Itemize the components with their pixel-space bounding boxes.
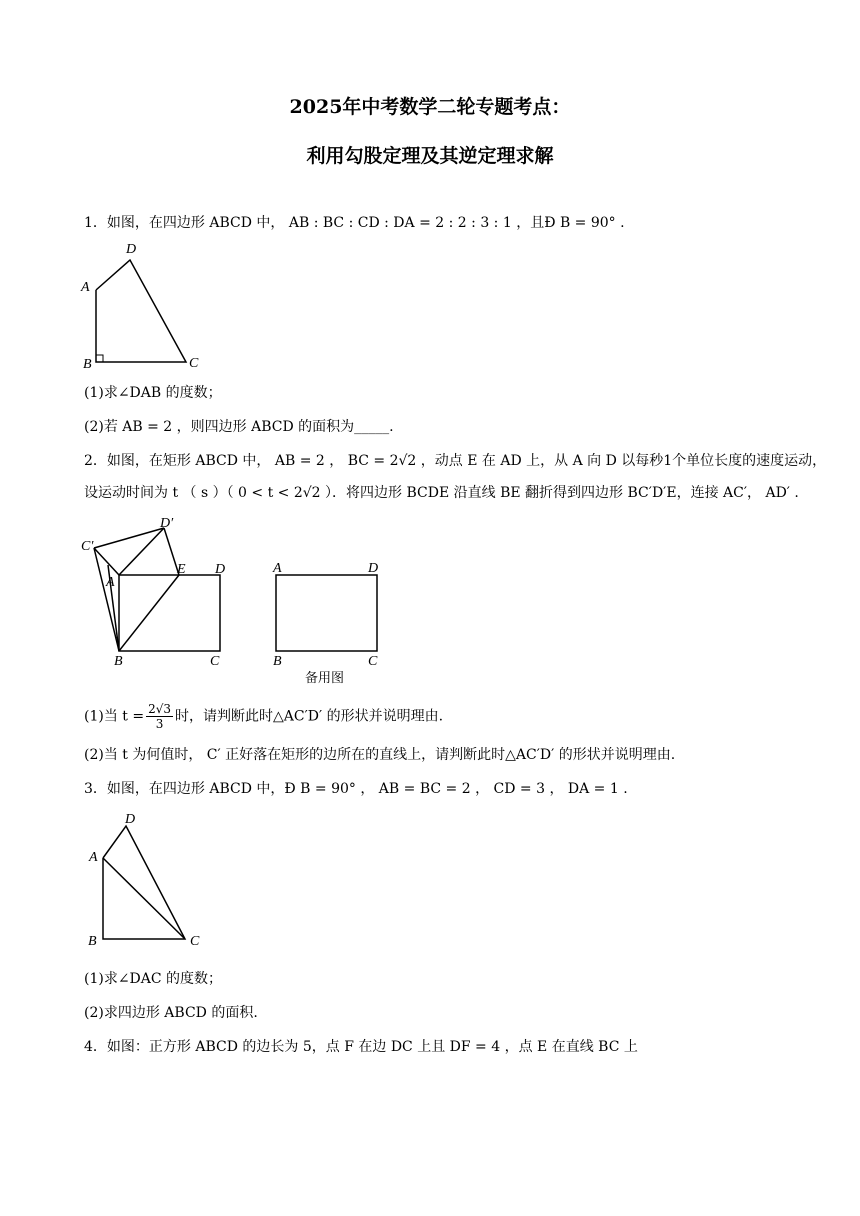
q3-part1: (1)求∠DAC 的度数； <box>84 971 223 987</box>
q2-backup-label-b: B <box>273 654 282 669</box>
q2-backup-label-d: D <box>368 561 379 576</box>
q4-stem: 4．如图：正方形 ABCD 的边长为 5，点 F 在边 DC 上且 DF = 4 ，点 E 在直线 BC 上 <box>84 1039 638 1055</box>
q1-figure <box>76 236 216 374</box>
q1-label-b: B <box>83 357 92 372</box>
q2-backup-label-a: A <box>273 561 282 576</box>
q2-label-a: A <box>106 575 115 590</box>
q2-label-d1: D′ <box>160 516 174 531</box>
q2-label-b: B <box>114 654 123 669</box>
q2-part1 <box>84 702 443 731</box>
q1-stem: 1．如图，在四边形 ABCD 中， AB : BC : CD : DA = 2 : 2 : 3 : 1 ，且Ð B = 90° . <box>84 215 625 231</box>
q2-part2: (2)当 t 为何值时， C′ 正好落在矩形的边所在的直线上，请判断此时△AC′D′ 的形状并说明理由. <box>84 747 676 763</box>
q2-part1-fraction <box>146 702 173 731</box>
q3-label-c: C <box>190 934 200 949</box>
q2-stem-line2: 设运动时间为 t （ s ）（ 0 < t < 2√2 ）．将四边形 BCDE 沿直线 BE 翻折得到四边形 BC′D′E，连接 AC′， AD′ . <box>84 485 799 501</box>
q2-stem-line1: 2．如图，在矩形 ABCD 中， AB = 2 ， BC = 2√2 ，动点 E 在 AD 上，从 A 向 D 以每秒1个单位长度的速度运动， <box>84 453 827 469</box>
q2-label-c: C <box>210 654 220 669</box>
q1-label-a: A <box>81 280 90 295</box>
q2-main-figure <box>81 516 225 669</box>
q2-figures <box>76 512 406 690</box>
q1-label-d: D <box>126 242 137 257</box>
q2-label-c1: C′ <box>81 539 94 554</box>
q3-label-d: D <box>125 812 136 827</box>
q2-backup-figure <box>272 561 378 685</box>
q1-part1: (1)求∠DAB 的度数； <box>84 385 222 401</box>
q1-label-c: C <box>189 356 199 371</box>
q3-label-b: B <box>88 934 97 949</box>
q2-label-d: D <box>215 562 226 577</box>
q2-part1-numerator: 2√3 <box>148 702 172 716</box>
q2-backup-caption: 备用图 <box>305 670 345 685</box>
q3-figure <box>82 808 212 950</box>
q2-label-e: E <box>177 562 186 577</box>
q3-label-a: A <box>89 850 98 865</box>
q3-stem: 3．如图，在四边形 ABCD 中，Ð B = 90° ， AB = BC = 2 ， CD = 3 ， DA = 1 . <box>84 781 628 797</box>
q2-part1-post: 时，请判断此时△AC′D′ 的形状并说明理由. <box>175 708 444 725</box>
doc-title-line2: 利用勾股定理及其逆定理求解 <box>306 145 554 167</box>
q2-part1-denominator: 3 <box>155 717 164 731</box>
q1-part2: (2)若 AB = 2 ，则四边形 ABCD 的面积为_____. <box>84 419 394 435</box>
doc-title-line1: 2025年中考数学二轮专题考点： <box>289 96 571 118</box>
q2-part1-pre: (1)当 t = <box>84 708 145 725</box>
q3-part2: (2)求四边形 ABCD 的面积. <box>84 1005 258 1021</box>
q2-backup-label-c: C <box>368 654 378 669</box>
